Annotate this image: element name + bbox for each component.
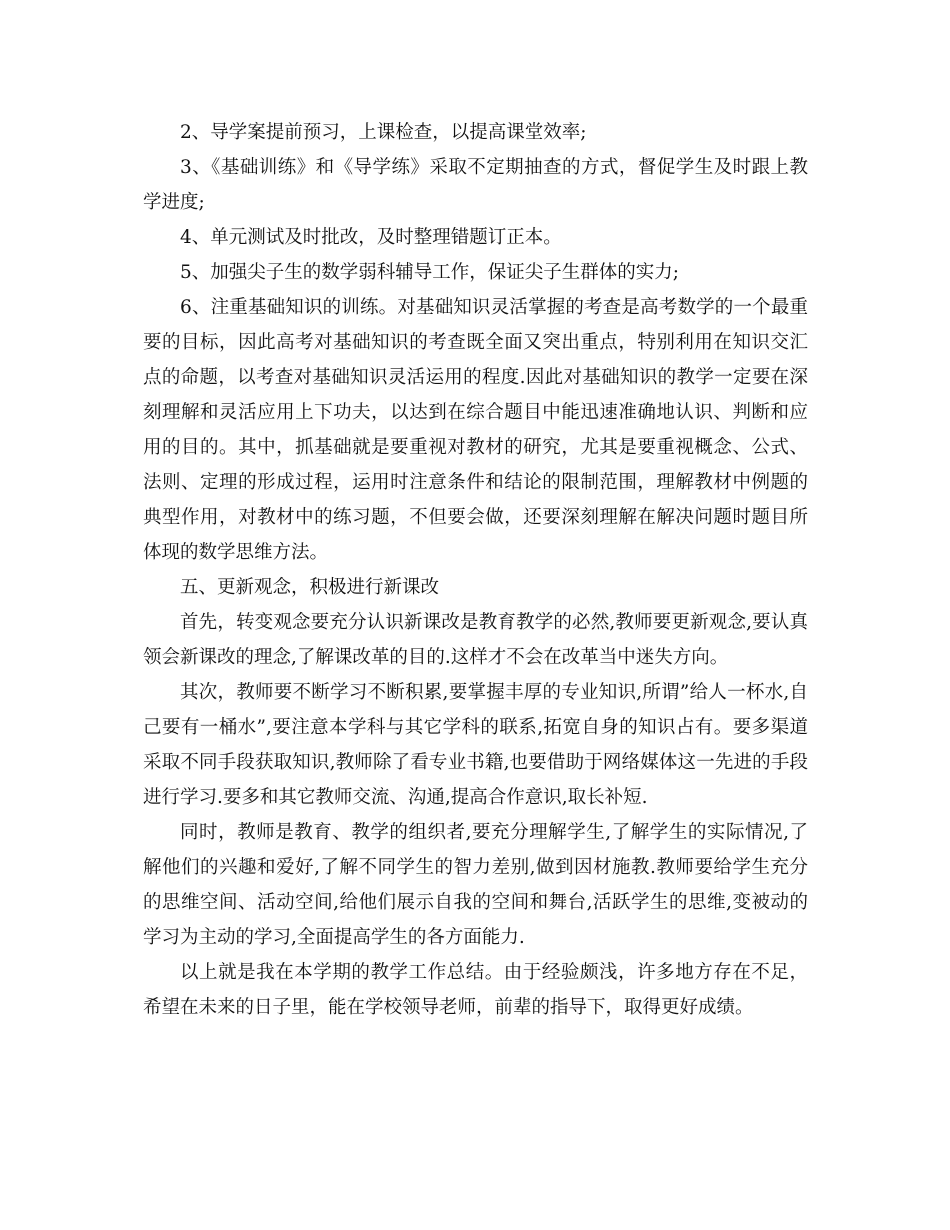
document-body bbox=[143, 115, 808, 1025]
section-heading-5: 五、更新观念，积极进行新课改 bbox=[180, 577, 440, 598]
paragraph-item-6: 6、注重基础知识的训练。对基础知识灵活掌握的考查是高考数学的一个最重要的目标，因此高考对基础知识的考查既全面又突出重点，特别利用在知识交汇点的命题，以考查对基础知识灵活运用的程度.因此对基础知识的教学一定要在深刻理解和灵活应用上下功夫，以达到在综合题目中能迅速准确地认识、判断和应用的目的。其中，抓基础就是要重视对教材的研究，尤其是要重视概念、公式、法则、定理的形成过程，运用时注意条件和结论的限制范围，理解教材中例题的典型作用，对教材中的练习题，不但要会做，还要深刻理解在解决问题时题目所体现的数学思维方法。 bbox=[143, 297, 808, 563]
paragraph-item-5: 5、加强尖子生的数学弱科辅导工作，保证尖子生群体的实力; bbox=[180, 262, 680, 283]
paragraph-item-3: 3、《基础训练》和《导学练》采取不定期抽查的方式，督促学生及时跟上教学进度; bbox=[143, 157, 808, 213]
paragraph-item-2: 2、导学案提前预习，上课检查，以提高课堂效率; bbox=[180, 122, 587, 143]
paragraph-item-4: 4、单元测试及时批改，及时整理错题订正本。 bbox=[180, 227, 562, 248]
paragraph-meanwhile: 同时，教师是教育、教学的组织者,要充分理解学生,了解学生的实际情况,了解他们的兴趣和爱好,了解不同学生的智力差别,做到因材施教.教师要给学生充分的思维空间、活动空间,给他们展示自我的空间和舞台,活跃学生的思维,变被动的学习为主动的学习,全面提高学生的各方面能力. bbox=[143, 822, 808, 948]
paragraph-first: 首先，转变观念要充分认识新课改是教育教学的必然,教师要更新观念,要认真领会新课改的理念,了解课改革的目的.这样才不会在改革当中迷失方向。 bbox=[143, 612, 808, 668]
paragraph-second: 其次，教师要不断学习不断积累,要掌握丰厚的专业知识,所谓”给人一杯水,自己要有一桶水”,要注意本学科与其它学科的联系,拓宽自身的知识占有。要多渠道采取不同手段获取知识,教师除了看专业书籍,也要借助于网络媒体这一先进的手段进行学习.要多和其它教师交流、沟通,提高合作意识,取长补短. bbox=[143, 682, 808, 808]
paragraph-conclusion: 以上就是我在本学期的教学工作总结。由于经验颇浅，许多地方存在不足，希望在未来的日子里，能在学校领导老师，前辈的指导下，取得更好成绩。 bbox=[143, 962, 808, 1018]
